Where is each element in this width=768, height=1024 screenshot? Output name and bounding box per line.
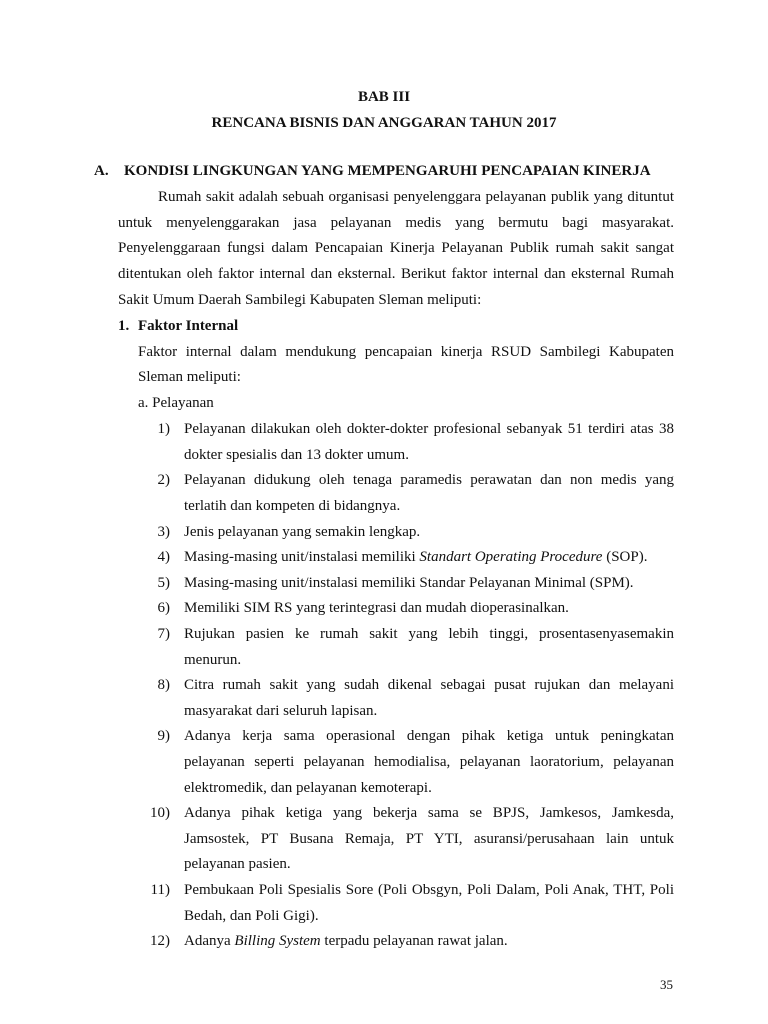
item-emphasis: Standart Operating Procedure [419, 549, 603, 565]
item-line: elektromedik, dan pelayanan kemoterapi. [184, 780, 432, 796]
section-a-marker: A. [94, 163, 109, 179]
item-number: 1) [157, 421, 170, 437]
section-a-para-line: ditentukan oleh faktor internal dan eksternal. Berikut faktor internal dan eksternal Rumah [118, 266, 674, 282]
item-number: 3) [157, 524, 170, 540]
subsection-1-title: Faktor Internal [138, 318, 239, 334]
item-line: Jamsostek, PT Busana Remaja, PT YTI, asuransi/perusahaan lain untuk [184, 831, 674, 847]
subsection-1-para-line: Faktor internal dalam mendukung pencapaian kinerja RSUD Sambilegi Kabupaten [138, 344, 674, 360]
item-line: menurun. [184, 652, 242, 668]
section-a-para-line: Rumah sakit adalah sebuah organisasi penyelenggara pelayanan publik yang dituntut [158, 189, 674, 205]
item-line: Pelayanan didukung oleh tenaga paramedis perawatan dan non medis yang [184, 472, 674, 488]
item-line [184, 933, 508, 950]
item-line: Pelayanan dilakukan oleh dokter-dokter profesional sebanyak 51 terdiri atas 38 [184, 421, 674, 437]
subsection-1-para-line: Sleman meliputi: [138, 369, 241, 385]
item-text: Adanya [184, 933, 235, 949]
item-emphasis: Billing System [234, 933, 321, 949]
section-a-para-line: Sakit Umum Daerah Sambilegi Kabupaten Sleman meliputi: [118, 292, 482, 308]
item-line: Rujukan pasien ke rumah sakit yang lebih tinggi, prosentasenyasemakin [184, 626, 674, 642]
item-line: Adanya pihak ketiga yang bekerja sama se BPJS, Jamkesos, Jamkesda, [184, 805, 674, 821]
section-a-title: KONDISI LINGKUNGAN YANG MEMPENGARUHI PENCAPAIAN KINERJA [124, 163, 651, 179]
item-line: pelayanan pasien. [184, 856, 291, 872]
item-number: 8) [157, 677, 170, 693]
item-line [184, 549, 647, 566]
subsection-1-marker: 1. [118, 318, 130, 334]
item-line: pelayanan seperti pelayanan hemodialisa, pelayanan laoratorium, pelayanan [184, 754, 674, 770]
page-number: 35 [660, 977, 673, 992]
item-line: Citra rumah sakit yang sudah dikenal sebagai pusat rujukan dan melayani [184, 677, 674, 693]
item-line: dokter spesialis dan 13 dokter umum. [184, 447, 409, 463]
item-text: (SOP). [602, 549, 648, 565]
item-line: masyarakat dari seluruh lapisan. [184, 703, 378, 719]
item-number: 12) [150, 933, 170, 949]
item-line: Memiliki SIM RS yang terintegrasi dan mudah dioperasinalkan. [184, 600, 569, 616]
item-line: terlatih dan kompeten di bidangnya. [184, 498, 401, 514]
item-number: 2) [157, 472, 170, 488]
item-line: Bedah, dan Poli Gigi). [184, 908, 319, 924]
item-number: 6) [157, 600, 170, 616]
chapter-title: BAB III [357, 89, 411, 105]
item-text: Masing-masing unit/instalasi memiliki [184, 549, 420, 565]
item-line: Masing-masing unit/instalasi memiliki Standar Pelayanan Minimal (SPM). [184, 575, 634, 591]
item-number: 10) [150, 805, 170, 821]
item-line: Jenis pelayanan yang semakin lengkap. [184, 524, 421, 540]
item-line: Adanya kerja sama operasional dengan pihak ketiga untuk peningkatan [184, 728, 674, 744]
sub-a-heading: a. Pelayanan [138, 395, 214, 411]
item-number: 7) [157, 626, 170, 642]
item-number: 11) [150, 882, 170, 898]
item-line: Pembukaan Poli Spesialis Sore (Poli Obsgyn, Poli Dalam, Poli Anak, THT, Poli [184, 882, 674, 898]
item-text: terpadu pelayanan rawat jalan. [320, 933, 508, 949]
item-number: 4) [157, 549, 170, 565]
section-a-para-line: Penyelenggaraan fungsi dalam Pencapaian Kinerja Pelayanan Publik rumah sakit sangat [118, 240, 674, 256]
item-number: 5) [157, 575, 170, 591]
section-a-para-line: untuk menyelenggarakan jasa pelayanan medis yang bermutu bagi masyarakat. [118, 215, 674, 231]
chapter-subtitle: RENCANA BISNIS DAN ANGGARAN TAHUN 2017 [211, 115, 557, 131]
item-number: 9) [157, 728, 170, 744]
